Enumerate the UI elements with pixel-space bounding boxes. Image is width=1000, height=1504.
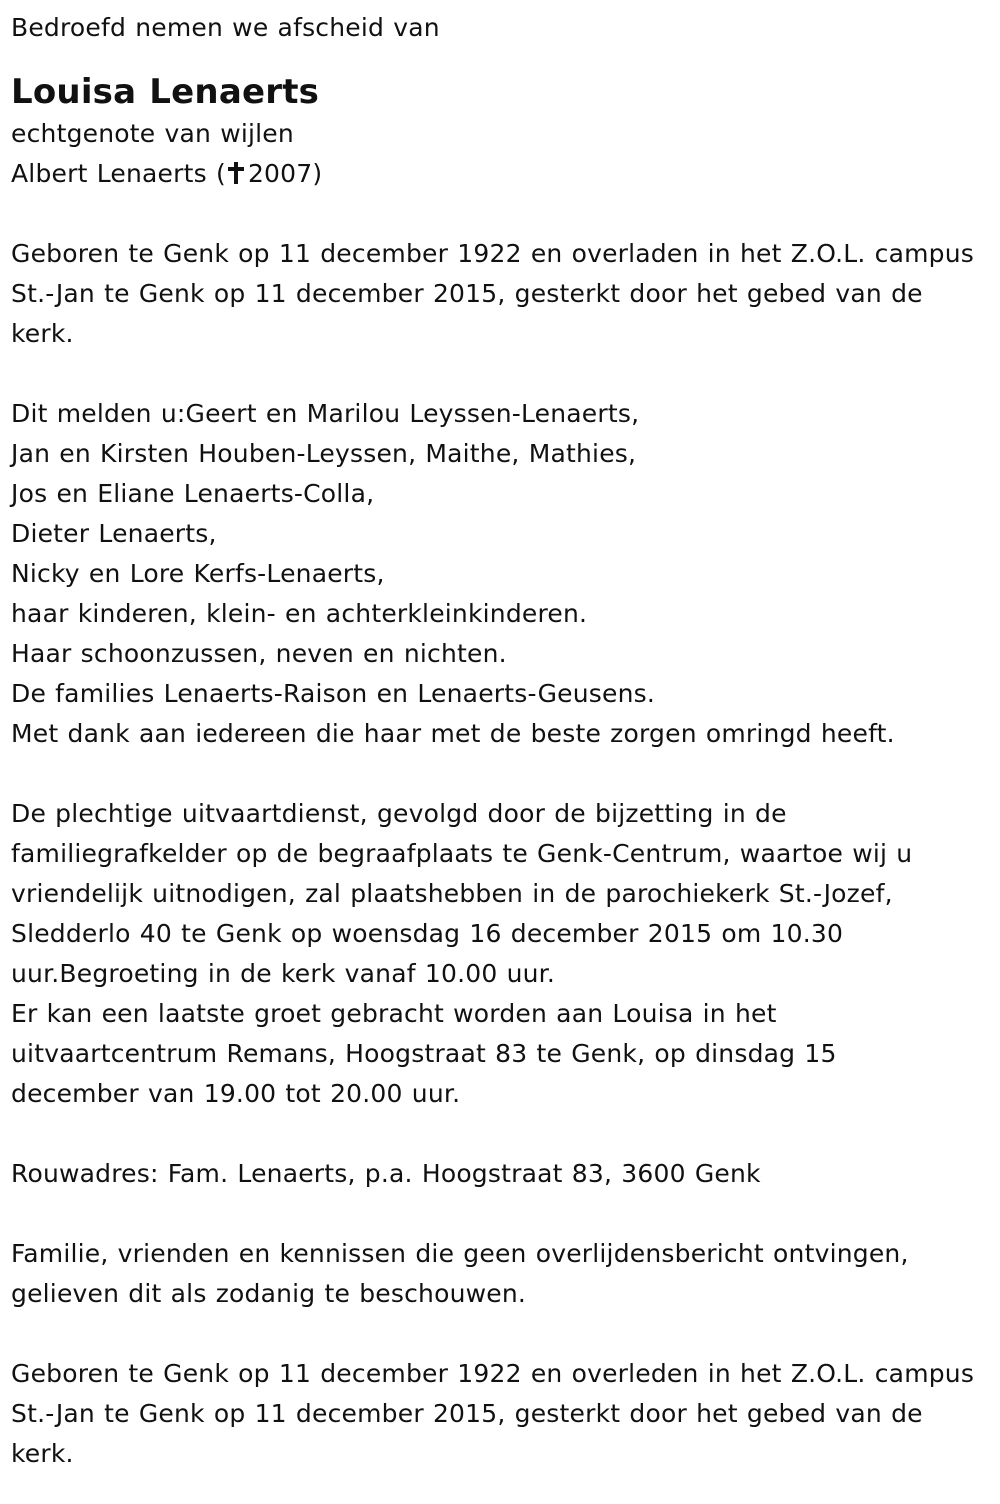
spacer xyxy=(11,1194,988,1234)
spouse-death-year: 2007) xyxy=(247,159,323,188)
paragraph-line: uitvaartcentrum Remans, Hoogstraat 83 te Genk, op dinsdag 15 xyxy=(11,1039,837,1068)
paragraph-line: kerk. xyxy=(11,319,74,348)
paragraph-line: gelieven dit als zodanig te beschouwen. xyxy=(11,1279,527,1308)
spacer xyxy=(11,1114,988,1154)
paragraph-line: december van 19.00 tot 20.00 uur. xyxy=(11,1079,461,1108)
relation-text: echtgenote van wijlen xyxy=(11,119,294,148)
paragraph-line: Er kan een laatste groet gebracht worden aan Louisa in het xyxy=(11,999,777,1028)
deceased-name: Louisa Lenaerts xyxy=(11,72,320,112)
paragraph-line: uur.Begroeting in de kerk vanaf 10.00 uur. xyxy=(11,959,556,988)
spacer xyxy=(11,194,988,234)
announcer-line: haar kinderen, klein- en achterkleinkinderen. xyxy=(11,599,588,628)
spacer xyxy=(11,354,988,394)
birth-death-paragraph-2 xyxy=(11,1354,988,1474)
announcers-list xyxy=(11,394,988,754)
spouse-line xyxy=(11,154,988,194)
announcer-line: Jan en Kirsten Houben-Leyssen, Maithe, Mathies, xyxy=(11,439,637,468)
announcer-line: Dit melden u:Geert en Marilou Leyssen-Lenaerts, xyxy=(11,399,640,428)
cross-icon xyxy=(228,162,244,184)
announcer-line: Met dank aan iedereen die haar met de beste zorgen omringd heeft. xyxy=(11,719,895,748)
service-paragraph xyxy=(11,794,988,1114)
paragraph-line: familiegrafkelder op de begraafplaats te Genk-Centrum, waartoe wij u xyxy=(11,839,913,868)
intro-text: Bedroefd nemen we afscheid van xyxy=(11,13,440,42)
paragraph-line: Geboren te Genk op 11 december 1922 en overleden in het Z.O.L. campus xyxy=(11,1359,975,1388)
paragraph-line: vriendelijk uitnodigen, zal plaatshebben in de parochiekerk St.-Jozef, xyxy=(11,879,893,908)
spacer xyxy=(11,754,988,794)
paragraph-line: Geboren te Genk op 11 december 1922 en overladen in het Z.O.L. campus xyxy=(11,239,975,268)
mourning-address: Rouwadres: Fam. Lenaerts, p.a. Hoogstraat 83, 3600 Genk xyxy=(11,1159,761,1188)
paragraph-line: St.-Jan te Genk op 11 december 2015, gesterkt door het gebed van de xyxy=(11,1399,923,1428)
paragraph-line: St.-Jan te Genk op 11 december 2015, gesterkt door het gebed van de xyxy=(11,279,923,308)
notice-paragraph xyxy=(11,1234,988,1314)
announcer-line: Dieter Lenaerts, xyxy=(11,519,217,548)
paragraph-line: Familie, vrienden en kennissen die geen overlijdensbericht ontvingen, xyxy=(11,1239,909,1268)
announcer-line: Jos en Eliane Lenaerts-Colla, xyxy=(11,479,375,508)
paragraph-line: De plechtige uitvaartdienst, gevolgd door de bijzetting in de xyxy=(11,799,787,828)
spacer xyxy=(11,1314,988,1354)
announcer-line: Nicky en Lore Kerfs-Lenaerts, xyxy=(11,559,385,588)
announcer-line: Haar schoonzussen, neven en nichten. xyxy=(11,639,507,668)
birth-death-paragraph-1 xyxy=(11,234,988,354)
announcer-line: De families Lenaerts-Raison en Lenaerts-Geusens. xyxy=(11,679,656,708)
paragraph-line: Sledderlo 40 te Genk op woensdag 16 december 2015 om 10.30 xyxy=(11,919,844,948)
paragraph-line: kerk. xyxy=(11,1439,74,1468)
spouse-name: Albert Lenaerts ( xyxy=(11,159,226,188)
